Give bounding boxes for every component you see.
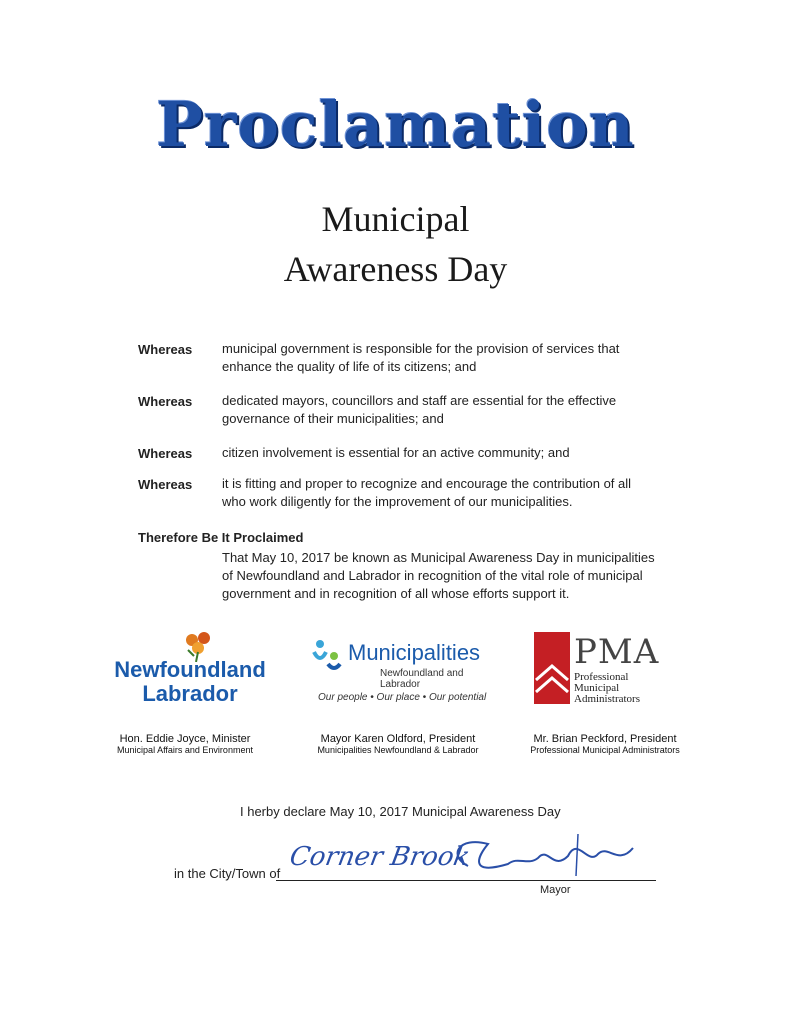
pma-logo bbox=[534, 632, 674, 710]
whereas-2-line-2: governance of their municipalities; and bbox=[222, 411, 444, 426]
municipalities-sub: Newfoundland and Labrador bbox=[380, 668, 464, 690]
people-icon bbox=[312, 638, 346, 674]
municipalities-tagline: Our people • Our place • Our potential bbox=[318, 692, 487, 703]
whereas-1-line-2: enhance the quality of life of its citizens; and bbox=[222, 359, 477, 374]
pma-acronym: PMA bbox=[574, 632, 660, 672]
proclaimed-heading: Therefore Be It Proclaimed bbox=[138, 530, 304, 545]
signatory-3-name: Mr. Brian Peckford, President bbox=[533, 733, 677, 745]
pma-line-3: Administrators bbox=[574, 693, 640, 705]
subtitle-line-2: Awareness Day bbox=[283, 249, 508, 289]
proclaimed-line-3: government and in recognition of all whose efforts support it. bbox=[222, 586, 570, 601]
signatory-3 bbox=[510, 733, 700, 755]
pma-fullname bbox=[574, 672, 640, 705]
whereas-label-1: Whereas bbox=[138, 342, 193, 357]
whereas-text-2 bbox=[222, 392, 662, 428]
nl-logo-line-2: Labrador bbox=[142, 681, 238, 706]
pma-line-1: Professional bbox=[574, 671, 629, 683]
declaration-text: I herby declare May 10, 2017 Municipal Awareness Day bbox=[240, 804, 561, 819]
proclaimed-line-1: That May 10, 2017 be known as Municipal Awareness Day in municipalities bbox=[222, 550, 655, 565]
whereas-text-4 bbox=[222, 475, 662, 511]
municipalities-name: Municipalities bbox=[348, 640, 481, 665]
proclaimed-text bbox=[222, 549, 682, 603]
signatory-1-name: Hon. Eddie Joyce, Minister bbox=[119, 733, 251, 745]
whereas-text-1 bbox=[222, 340, 662, 376]
mayor-signature bbox=[448, 826, 638, 886]
whereas-2-line-1: dedicated mayors, councillors and staff are essential for the effective bbox=[222, 393, 617, 408]
signatory-1-org: Municipal Affairs and Environment bbox=[117, 745, 253, 755]
whereas-1-line-1: municipal government is responsible for the provision of services that bbox=[222, 341, 620, 356]
whereas-label-3: Whereas bbox=[138, 446, 193, 461]
city-handwritten: Corner Brook bbox=[287, 842, 473, 872]
whereas-3-line-1: citizen involvement is essential for an active community; and bbox=[222, 445, 570, 460]
municipalities-nl-logo bbox=[312, 636, 502, 710]
whereas-label-4: Whereas bbox=[138, 477, 193, 492]
subtitle-line-1: Municipal bbox=[321, 199, 470, 239]
signatory-2-org: Municipalities Newfoundland & Labrador bbox=[317, 745, 479, 755]
nl-government-logo bbox=[110, 630, 270, 710]
nl-logo-line-1: Newfoundland bbox=[114, 657, 266, 682]
proclaimed-line-2: of Newfoundland and Labrador in recognition of the vital role of municipal bbox=[222, 568, 643, 583]
city-label: in the City/Town of bbox=[174, 866, 281, 881]
whereas-4-line-2: who work diligently for the improvement of our municipalities. bbox=[222, 494, 573, 509]
proclamation-title: Proclamation bbox=[156, 88, 635, 161]
pma-line-2: Municipal bbox=[574, 682, 620, 694]
signatory-2 bbox=[298, 733, 498, 755]
signatory-1 bbox=[100, 733, 270, 755]
mayor-label: Mayor bbox=[540, 884, 571, 896]
whereas-label-2: Whereas bbox=[138, 394, 193, 409]
pma-building-icon bbox=[534, 632, 570, 704]
signatory-3-org: Professional Municipal Administrators bbox=[530, 745, 680, 755]
whereas-text-3 bbox=[222, 444, 662, 462]
whereas-4-line-1: it is fitting and proper to recognize and encourage the contribution of all bbox=[222, 476, 632, 491]
signatory-2-name: Mayor Karen Oldford, President bbox=[320, 733, 476, 745]
